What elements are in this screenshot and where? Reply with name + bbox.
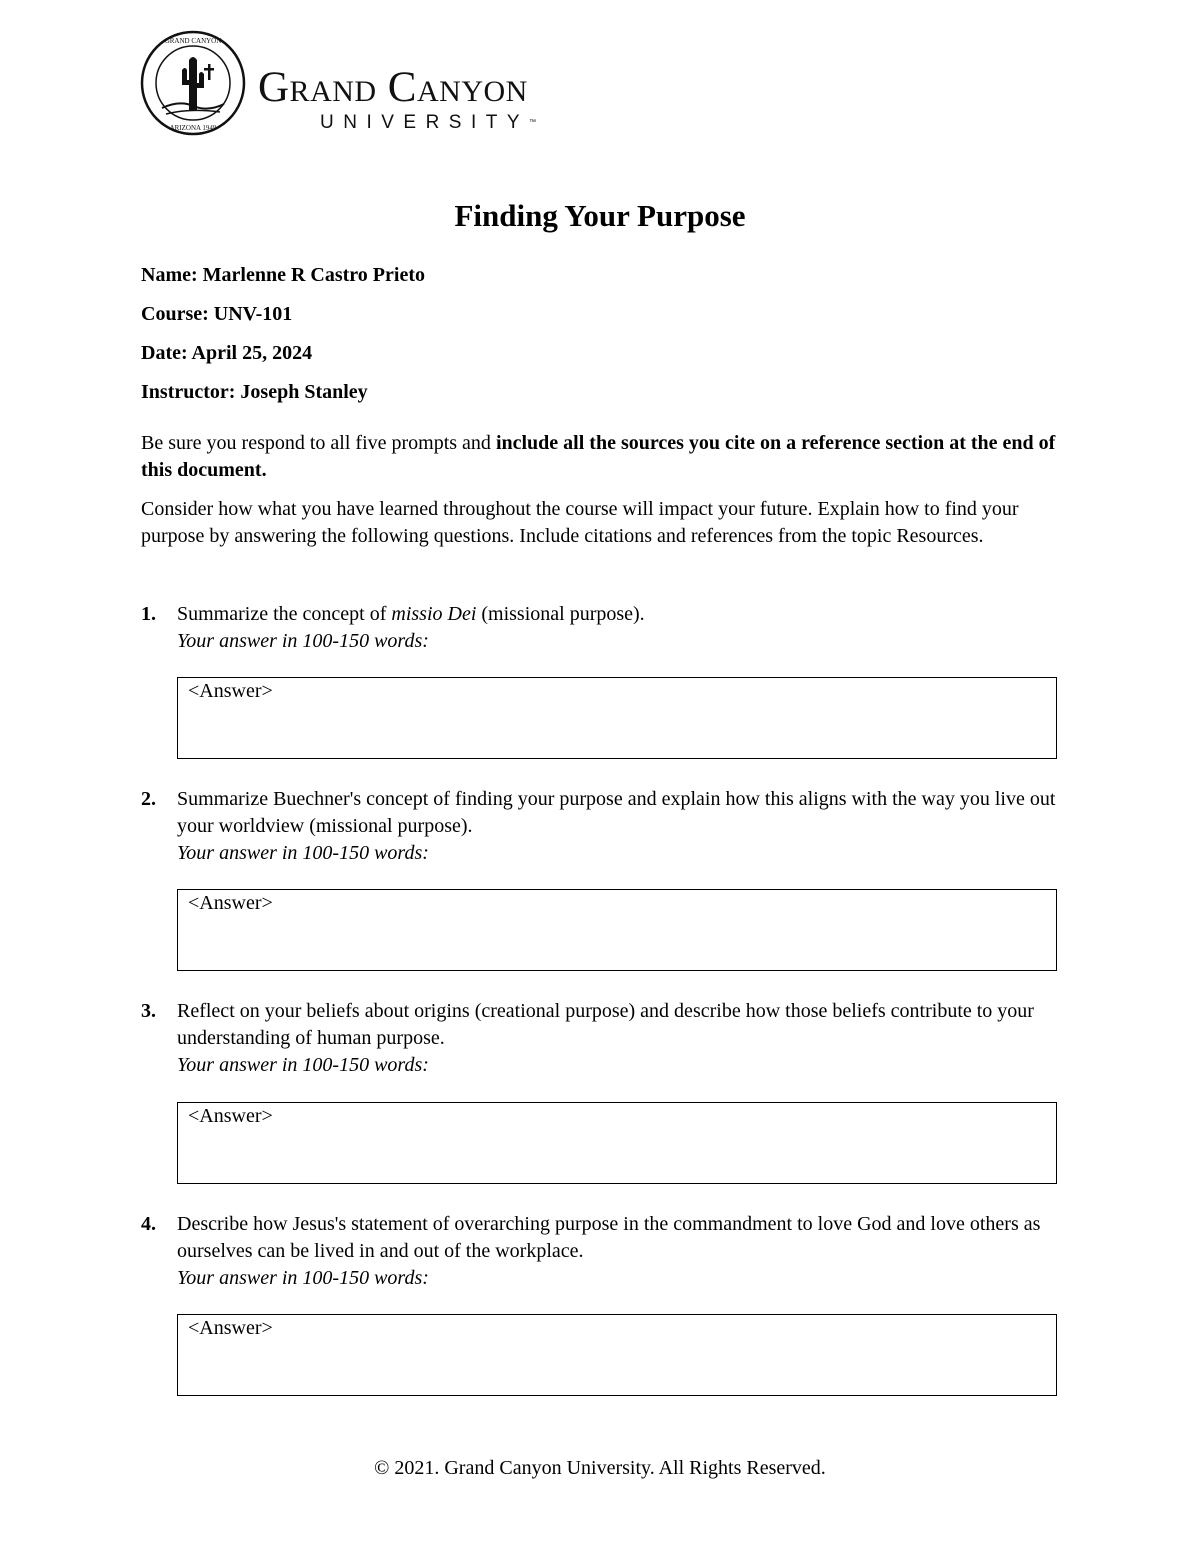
- student-name: Name: Marlenne R Castro Prieto: [141, 264, 425, 286]
- question-instruction: Your answer in 100-150 words:: [177, 1054, 429, 1076]
- answer-box-1[interactable]: <Answer>: [177, 677, 1057, 759]
- svg-text:ARIZONA 1949: ARIZONA 1949: [169, 124, 217, 132]
- university-seal-icon: [140, 30, 246, 136]
- university-logo: [140, 30, 660, 135]
- question-3: [141, 998, 1071, 1079]
- question-text: Summarize the concept of missio Dei (missional purpose).: [177, 603, 645, 625]
- question-4: [141, 1211, 1071, 1292]
- question-1: [141, 601, 1071, 655]
- logo-wordmark-top: Grand Canyon: [258, 64, 528, 111]
- answer-box-4[interactable]: <Answer>: [177, 1314, 1057, 1396]
- question-text: Summarize Buechner's concept of finding your purpose and explain how this aligns with the way you live out your worldview (missional purpose).: [177, 788, 1056, 837]
- question-text: Describe how Jesus's statement of overarching purpose in the commandment to love God and love others as ourselves can be lived in and out of the workplace.: [177, 1213, 1041, 1262]
- course-code: Course: UNV-101: [141, 303, 293, 325]
- question-instruction: Your answer in 100-150 words:: [177, 842, 429, 864]
- question-number: 1.: [141, 603, 156, 625]
- instructor-name: Instructor: Joseph Stanley: [141, 381, 368, 403]
- instructions-paragraph: Be sure you respond to all five prompts and include all the sources you cite on a reference section at the end of this document.: [141, 432, 1056, 481]
- question-instruction: Your answer in 100-150 words:: [177, 630, 429, 652]
- answer-box-3[interactable]: <Answer>: [177, 1102, 1057, 1184]
- page-title: Finding Your Purpose: [454, 198, 746, 233]
- context-paragraph: Consider how what you have learned throughout the course will impact your future. Explain how to find your purpose by answering the following questions. Include citations and references from the topic Resources.: [141, 498, 1019, 547]
- logo-wordmark-bottom: UNIVERSITY™: [320, 112, 537, 133]
- answer-box-2[interactable]: <Answer>: [177, 889, 1057, 971]
- question-text: Reflect on your beliefs about origins (creational purpose) and describe how those beliefs contribute to your understanding of human purpose.: [177, 1000, 1034, 1049]
- logo-wordmark: [258, 66, 536, 134]
- question-number: 4.: [141, 1213, 156, 1235]
- question-instruction: Your answer in 100-150 words:: [177, 1267, 429, 1289]
- question-number: 2.: [141, 788, 156, 810]
- copyright-footer: © 2021. Grand Canyon University. All Rights Reserved.: [374, 1457, 826, 1479]
- submission-date: Date: April 25, 2024: [141, 342, 313, 364]
- question-number: 3.: [141, 1000, 156, 1022]
- question-2: [141, 786, 1071, 867]
- svg-text:GRAND CANYON: GRAND CANYON: [164, 37, 222, 45]
